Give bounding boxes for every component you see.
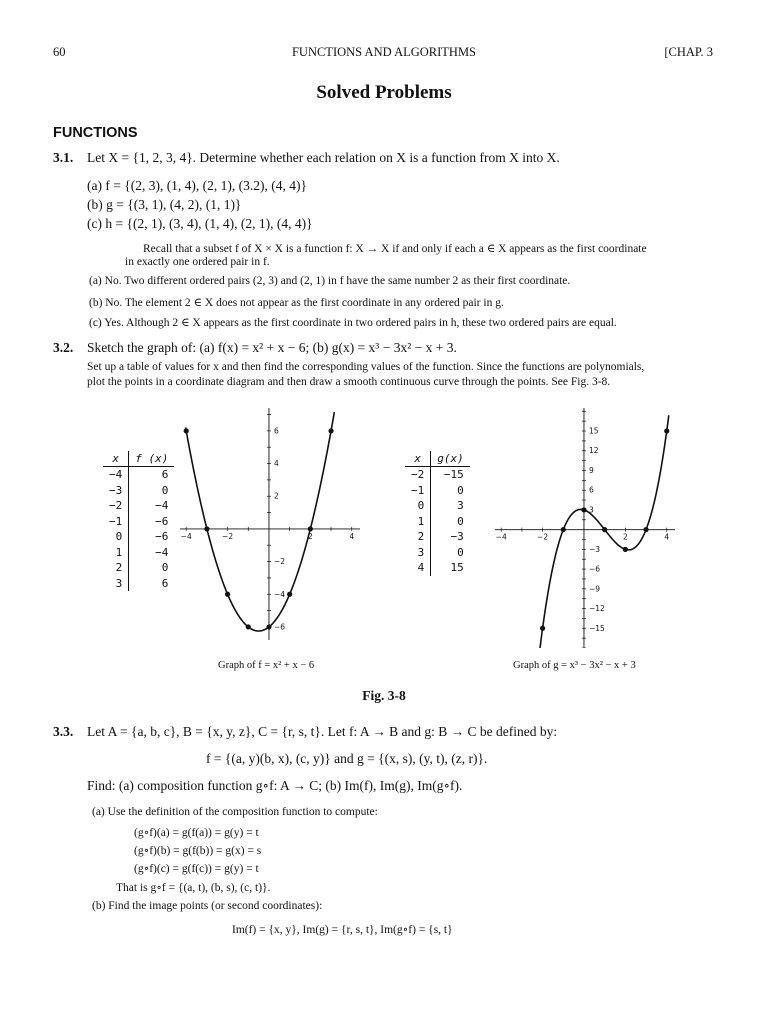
data-point <box>225 592 230 597</box>
table-f-row <box>103 545 174 561</box>
table-g-cell-value: 0 <box>457 514 464 528</box>
table-g-row <box>405 545 470 561</box>
table-f-row <box>103 498 174 514</box>
y-tick-label: 9 <box>588 465 594 475</box>
x-tick-label: −2 <box>222 531 234 541</box>
x-tick-label: 4 <box>349 531 355 541</box>
y-tick-label: −6 <box>588 564 601 574</box>
relation-c: (c) h = {(2, 1), (3, 4), (1, 4), (2, 1), (4, 4)} <box>87 216 313 231</box>
problem-number-3-2: 3.2. <box>53 340 74 355</box>
y-tick-label: 3 <box>588 505 594 515</box>
page-title: Solved Problems <box>316 82 452 103</box>
data-point <box>581 507 586 512</box>
table-g-cell-x: −1 <box>405 483 431 499</box>
relation-a: (a) f = {(2, 3), (1, 4), (2, 1), (3.2), (4, 4)} <box>87 178 308 193</box>
problem-number-3-1: 3.1. <box>53 150 74 165</box>
table-g-cell-value: −15 <box>443 468 464 482</box>
table-g-cell-value: −3 <box>450 530 464 544</box>
composition-line-c: (g∘f)(c) = g(f(c)) = g(y) = t <box>134 863 259 875</box>
table-f-values <box>103 451 174 591</box>
graph-g <box>495 408 675 648</box>
table-f-row <box>103 576 174 592</box>
problem-3-1-statement: Let X = {1, 2, 3, 4}. Determine whether each relation on X is a function from X into X. <box>87 150 560 165</box>
table-g-row <box>405 483 470 499</box>
table-g-cell-x: 3 <box>405 545 431 561</box>
y-tick-label: 6 <box>588 485 594 495</box>
table-f-row <box>103 483 174 499</box>
table-f-cell-value: 0 <box>161 561 169 575</box>
table-f-row <box>103 560 174 576</box>
solution-b-heading: (b) Find the image points (or second coordinates): <box>92 900 323 912</box>
table-g-row <box>405 560 470 576</box>
graph-f-caption: Graph of f = x² + x − 6 <box>218 660 315 671</box>
table-f-cell-x: −3 <box>103 483 129 499</box>
relation-b: (b) g = {(3, 1), (4, 2), (1, 1)} <box>87 197 242 212</box>
running-title: FUNCTIONS AND ALGORITHMS <box>291 45 477 59</box>
y-tick-label: −3 <box>588 544 601 554</box>
y-tick-label: 2 <box>273 491 279 501</box>
table-g-cell-x: 0 <box>405 498 431 514</box>
y-tick-label: −15 <box>588 623 605 633</box>
y-tick-label: −12 <box>588 604 605 614</box>
table-f-cell-value: −4 <box>155 499 169 513</box>
recall-line-1: Recall that a subset f of X × X is a function f: X → X if and only if each a ∈ X appears as the first coordinate <box>143 243 647 255</box>
table-f-cell-x: 1 <box>103 545 129 561</box>
table-g-header-gx: g(x) <box>431 451 470 467</box>
y-tick-label: −2 <box>273 557 286 567</box>
composition-line-a: (g∘f)(a) = g(f(a)) = g(y) = t <box>134 827 259 839</box>
y-tick-label: 15 <box>588 426 599 436</box>
y-tick-label: 6 <box>273 426 279 436</box>
table-g-cell-x: 1 <box>405 514 431 530</box>
table-f-cell-x: 0 <box>103 529 129 545</box>
composition-line-b: (g∘f)(b) = g(f(b)) = g(x) = s <box>134 845 262 857</box>
table-f-cell-value: −4 <box>155 545 169 559</box>
problem-3-2-statement: Sketch the graph of: (a) f(x) = x² + x − 6; (b) g(x) = x³ − 3x² − x + 3. <box>87 340 457 355</box>
table-f-cell-value: −6 <box>155 514 169 528</box>
problem-3-3-definitions: f = {(a, y)(b, x), (c, y)} and g = {(x, s), (y, t), (z, r)}. <box>206 751 488 766</box>
composition-result: That is g∘f = {(a, t), (b, s), (c, t)}. <box>116 882 271 894</box>
table-g-row <box>405 467 470 483</box>
problem-3-3-find: Find: (a) composition function g∘f: A → C; (b) Im(f), Im(g), Im(g∘f). <box>87 778 463 793</box>
answer-c: (c) Yes. Although 2 ∈ X appears as the first coordinate in two ordered pairs in h, these two ordered pairs are equal. <box>89 317 617 329</box>
solution-a-heading: (a) Use the definition of the composition function to compute: <box>92 806 378 818</box>
table-f-header-fx: f (x) <box>129 451 175 467</box>
answer-b: (b) No. The element 2 ∈ X does not appear as the first coordinate in any ordered pair in g. <box>89 297 504 309</box>
x-tick-label: −4 <box>180 531 192 541</box>
problem-3-3-statement: Let A = {a, b, c}, B = {x, y, z}, C = {r, s, t}. Let f: A → B and g: B → C be defined by: <box>87 724 558 739</box>
table-f-cell-x: −2 <box>103 498 129 514</box>
table-g-cell-value: 15 <box>450 561 464 575</box>
table-f-cell-value: −6 <box>155 530 169 544</box>
section-heading: FUNCTIONS <box>53 125 138 141</box>
data-point <box>184 428 189 433</box>
x-tick-label: 4 <box>664 532 670 542</box>
page-number: 60 <box>53 45 66 59</box>
table-f-cell-value: 6 <box>161 468 169 482</box>
data-point <box>623 547 628 552</box>
data-point <box>287 592 292 597</box>
table-f-cell-value: 0 <box>161 483 169 497</box>
data-point <box>308 526 313 531</box>
y-tick-label: −9 <box>588 584 601 594</box>
problem-number-3-3: 3.3. <box>53 724 74 739</box>
data-point <box>540 626 545 631</box>
data-point <box>643 527 648 532</box>
table-g-cell-value: 0 <box>457 483 464 497</box>
table-g-row <box>405 514 470 530</box>
table-f-row <box>103 514 174 530</box>
table-g-values <box>405 451 470 576</box>
table-f-cell-value: 6 <box>161 576 169 590</box>
x-tick-label: −2 <box>537 532 549 542</box>
data-point <box>664 428 669 433</box>
table-g-cell-x: 2 <box>405 529 431 545</box>
table-g-row <box>405 498 470 514</box>
data-point <box>246 624 251 629</box>
table-f-row <box>103 467 174 483</box>
chapter-label: [CHAP. 3 <box>664 45 713 59</box>
x-tick-label: 2 <box>622 532 628 542</box>
series-curve <box>186 412 335 631</box>
figure-label: Fig. 3-8 <box>362 688 406 703</box>
data-point <box>602 527 607 532</box>
y-tick-label: −6 <box>273 622 286 632</box>
table-f-cell-x: −1 <box>103 514 129 530</box>
table-g-row <box>405 529 470 545</box>
data-point <box>266 624 271 629</box>
y-tick-label: 4 <box>273 459 279 469</box>
data-point <box>561 527 566 532</box>
problem-3-2-text-2: plot the points in a coordinate diagram and then draw a smooth continuous curve through the points. See Fig. 3-8. <box>87 376 611 388</box>
table-g-cell-value: 3 <box>457 499 464 513</box>
x-tick-label: 2 <box>307 531 313 541</box>
problem-3-2-text-1: Set up a table of values for x and then find the corresponding values of the function. Since the functions are polynomials, <box>87 361 645 373</box>
table-f-row <box>103 529 174 545</box>
graph-g-caption: Graph of g = x³ − 3x² − x + 3 <box>513 660 636 671</box>
table-g-cell-x: 4 <box>405 560 431 576</box>
recall-line-2: in exactly one ordered pair in f. <box>125 256 270 268</box>
y-tick-label: −4 <box>273 589 286 599</box>
x-tick-label: −4 <box>495 532 507 542</box>
table-g-cell-x: −2 <box>405 467 431 483</box>
answer-a: (a) No. Two different ordered pairs (2, 3) and (2, 1) in f have the same number 2 as their first coordinate. <box>89 275 571 287</box>
y-tick-label: 12 <box>588 446 599 456</box>
table-f-cell-x: 2 <box>103 560 129 576</box>
table-f-cell-x: 3 <box>103 576 129 592</box>
table-f-cell-x: −4 <box>103 467 129 483</box>
image-sets: Im(f) = {x, y}, Im(g) = {r, s, t}, Im(g∘f) = {s, t} <box>232 924 453 936</box>
data-point <box>204 526 209 531</box>
table-g-cell-value: 0 <box>457 545 464 559</box>
graph-f <box>180 408 360 640</box>
data-point <box>328 428 333 433</box>
table-f-header-x: x <box>103 451 129 467</box>
table-g-header-x: x <box>405 451 431 467</box>
